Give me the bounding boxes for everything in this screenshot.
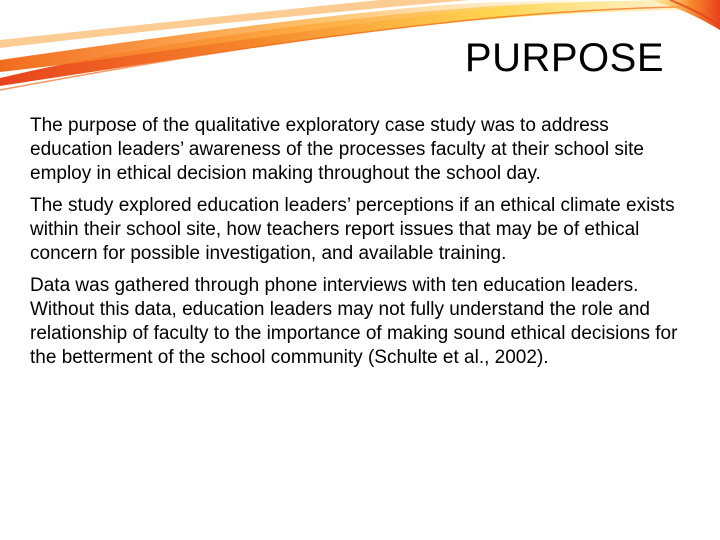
paragraph-purpose: The purpose of the qualitative exploratory case study was to address education leaders’ awareness of the processes faculty at their school site employ in ethical decision making throughout the school day. [30,115,644,184]
slide-body [30,114,678,378]
paragraph-study-explored: The study explored education leaders’ perceptions if an ethical climate exists within their school site, how teachers report issues that may be of ethical concern for possible investigation, and available training. [30,195,675,264]
slide-title: PURPOSE [464,36,664,80]
paragraph-data-gathered: Data was gathered through phone interviews with ten education leaders. Without this data, education leaders may not fully understand the role and relationship of faculty to the importance of making sound ethical decisions for the betterment of the school community (Schulte et al., 2002). [30,275,678,368]
